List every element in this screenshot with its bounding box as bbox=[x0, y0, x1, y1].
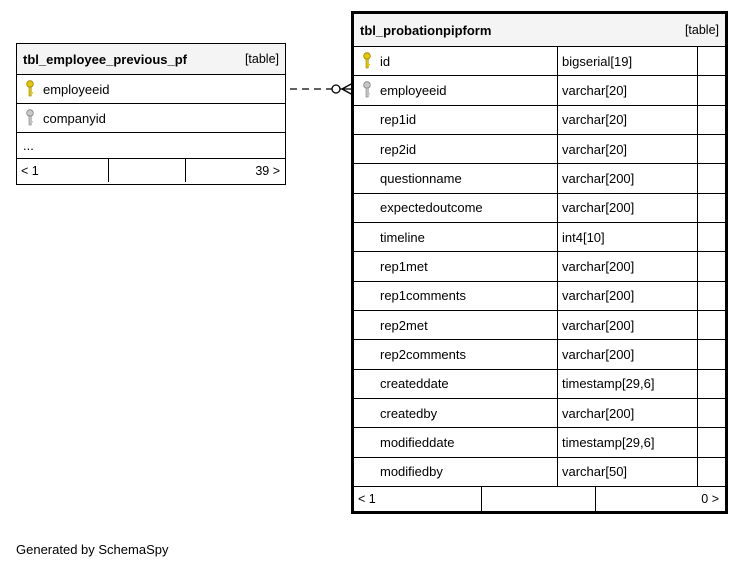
column-name: expectedoutcome bbox=[380, 200, 483, 216]
column-name: companyid bbox=[43, 110, 106, 126]
optional-marker bbox=[332, 85, 340, 93]
column-name: id bbox=[380, 53, 391, 69]
column-type: varchar[50] bbox=[557, 458, 697, 486]
column-type: int4[10] bbox=[557, 223, 697, 251]
column-name: timeline bbox=[380, 229, 425, 245]
footer-left: < 1 bbox=[354, 487, 482, 512]
footer-right: 0 > bbox=[701, 492, 719, 507]
table-kind: [table] bbox=[684, 23, 719, 37]
column-name: rep2met bbox=[380, 317, 428, 333]
column-type: varchar[20] bbox=[557, 135, 697, 163]
ellipsis: ... bbox=[23, 138, 34, 153]
column-type: bigserial[19] bbox=[557, 47, 697, 75]
column-type: varchar[20] bbox=[557, 76, 697, 104]
column-type: varchar[200] bbox=[557, 340, 697, 368]
column-type: timestamp[29,6] bbox=[557, 370, 697, 398]
column-type: varchar[200] bbox=[557, 399, 697, 427]
column-type: varchar[200] bbox=[557, 194, 697, 222]
column-type: varchar[200] bbox=[557, 164, 697, 192]
column-name: modifieddate bbox=[380, 434, 455, 450]
crowfoot-upper bbox=[342, 83, 353, 89]
table-name: tbl_employee_previous_pf bbox=[23, 51, 187, 67]
column-name: rep2id bbox=[380, 141, 417, 157]
crowfoot-lower bbox=[342, 89, 353, 95]
column-name: createdby bbox=[380, 405, 438, 421]
column-type: timestamp[29,6] bbox=[557, 428, 697, 456]
footer-right: 39 > bbox=[255, 163, 280, 178]
table-name: tbl_probationpipform bbox=[360, 22, 492, 38]
footer-left: < 1 bbox=[17, 159, 109, 182]
column-name: createddate bbox=[380, 376, 449, 392]
column-name: modifiedby bbox=[380, 464, 443, 480]
column-name: rep1id bbox=[380, 112, 417, 128]
column-name: rep1met bbox=[380, 258, 428, 274]
column-name: employeeid bbox=[43, 81, 110, 97]
column-name: rep1comments bbox=[380, 288, 466, 304]
column-name: rep2comments bbox=[380, 346, 466, 362]
table-kind: [table] bbox=[244, 52, 279, 66]
column-name: questionname bbox=[380, 170, 462, 186]
column-type: varchar[20] bbox=[557, 106, 697, 134]
column-type: varchar[200] bbox=[557, 282, 697, 310]
column-type: varchar[200] bbox=[557, 252, 697, 280]
column-type: varchar[200] bbox=[557, 311, 697, 339]
column-name: employeeid bbox=[380, 82, 447, 98]
generated-by-credit: Generated by SchemaSpy bbox=[16, 542, 169, 557]
